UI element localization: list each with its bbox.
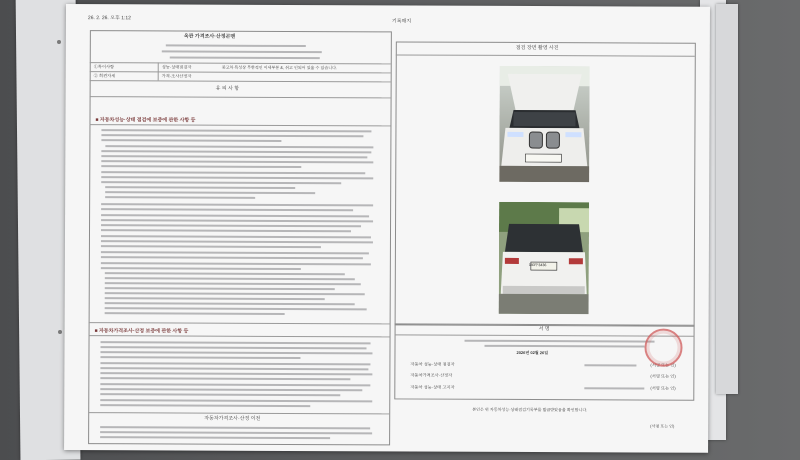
plate-text: 193두3436 [528, 263, 547, 268]
section-1-heading: ■ 자동차성능·상태 점검에 보증에 관한 사항 등 [95, 117, 196, 124]
photo-heading: 점검 장면 촬영 사진 [515, 44, 559, 52]
sign-row-label-1: 자동차 성능·상태 점검자 [410, 361, 455, 367]
print-timestamp: 26. 2. 26. 오후 1:12 [87, 15, 131, 22]
sign-row-value-1 [584, 364, 636, 366]
sign-row-label-3: 자동차 성능·상태 고지자 [410, 384, 455, 390]
punch-hole-bottom [58, 330, 62, 334]
section-2-body [66, 4, 710, 7]
punch-hole-top [57, 40, 61, 44]
row-value-2: 가격·조사산정자 [161, 73, 192, 79]
row-note: 중고차 특성상 무한적인 이세부분 &, 쉬고 인되어 있을 수 있습니다. [221, 64, 338, 71]
section-3-body [66, 4, 710, 7]
back-paper-right-2 [716, 4, 738, 394]
section-1-body [66, 4, 710, 7]
sign-heading: 서 명 [538, 326, 550, 333]
row-label-2: ② 회견자세 [93, 73, 116, 79]
sign-row-note-3: (서명 또는 인) [650, 385, 676, 391]
sign-date: 2026년 02월 26일 [516, 349, 549, 356]
sign-row-value-3 [584, 387, 644, 389]
section-3-heading: 자동차가격조사·산정 이전 [204, 415, 261, 422]
row-value-1: 성능·상태점검자 [161, 64, 192, 70]
footer-sign: (서명 또는 인) [650, 423, 675, 429]
footer-text: 본인은 위 자동차성능·상태점검기록부를 발급받았음을 확인합니다. [472, 406, 588, 413]
row-label-1: ①특이사항 [93, 64, 115, 70]
sign-row-note-1: (서명 또는 인) [650, 362, 676, 368]
notice-heading: 유 의 사 항 [215, 85, 240, 92]
photo-front-hood-open [499, 66, 590, 182]
photo-rear-view [499, 202, 589, 314]
section-2-heading: ■ 자동차가격조사·산정 보증에 관한 사항 등 [94, 328, 189, 335]
sign-row-label-2: 자동차가격조사·산정자 [410, 372, 453, 378]
document-sheet [64, 4, 710, 453]
form-title: 옥관 가격조사·산정곤맨 [183, 33, 236, 40]
official-seal-stamp [644, 329, 682, 367]
form-col-divider [158, 62, 159, 80]
sign-row-note-2: (서명 또는 인) [650, 373, 676, 379]
print-header-title: 기록매지 [391, 18, 412, 25]
